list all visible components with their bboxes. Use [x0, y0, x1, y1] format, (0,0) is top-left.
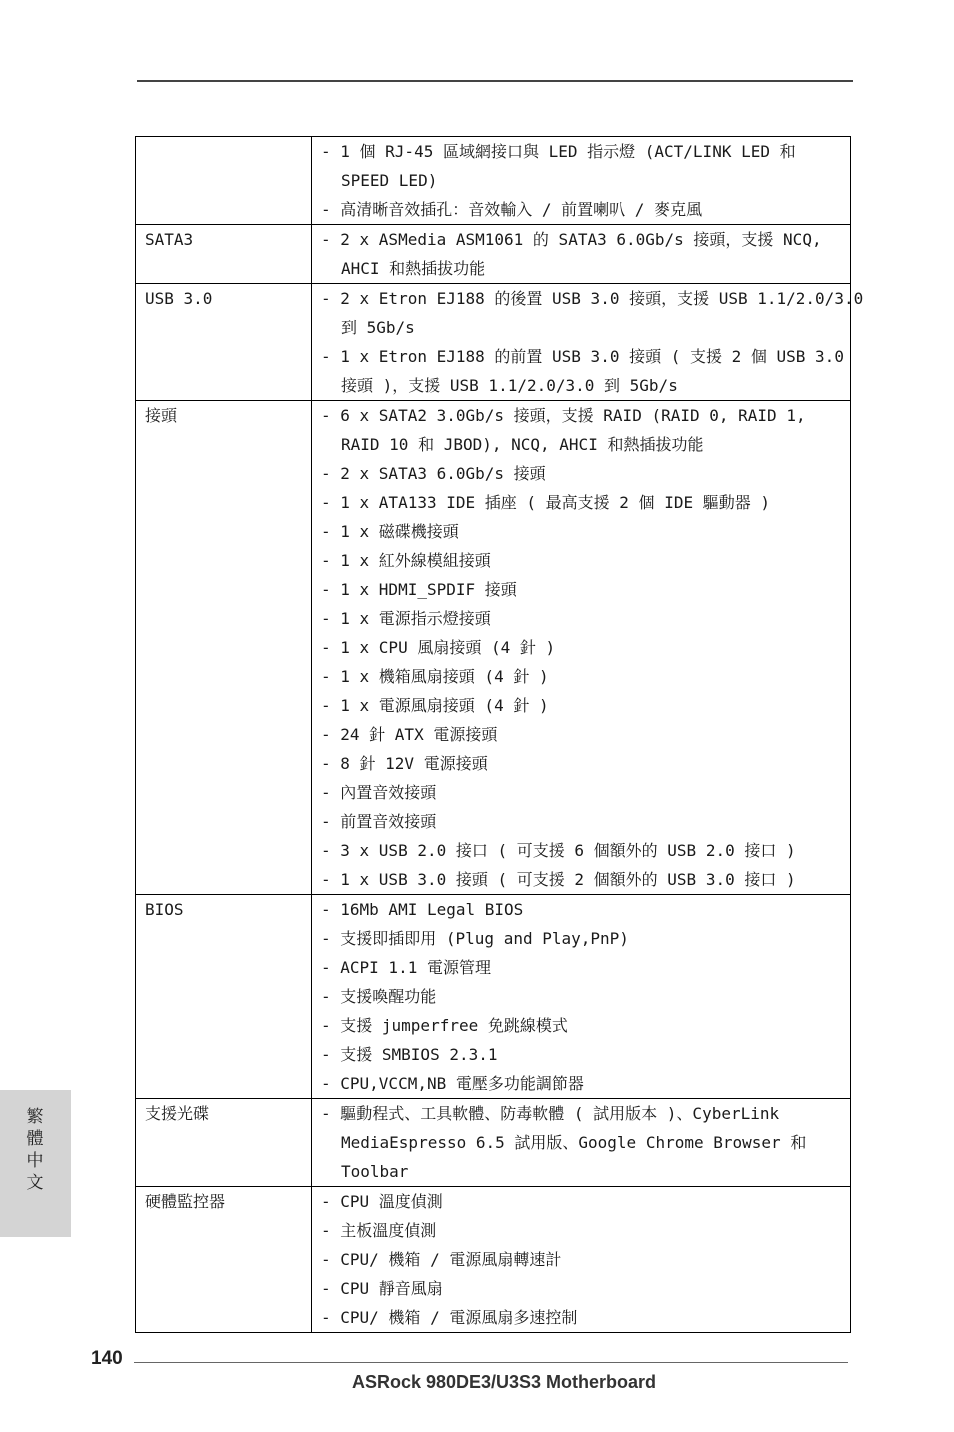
spec-line: - 前置音效接頭	[321, 812, 437, 831]
spec-line: - 1 x 電源風扇接頭 (4 針 )	[321, 696, 549, 715]
page-number: 140	[91, 1348, 123, 1369]
spec-label-cell	[136, 401, 312, 895]
spec-line: - 1 x CPU 風扇接頭 (4 針 )	[321, 638, 556, 657]
spec-row	[136, 284, 851, 401]
footer-title: ASRock 980DE3/U3S3 Motherboard	[351, 1372, 657, 1392]
spec-label-cell	[136, 284, 312, 401]
spec-line: - 2 x Etron EJ188 的後置 USB 3.0 接頭，支援 USB 1.1/2.0/3.0	[321, 289, 864, 308]
spec-line: RAID 10 和 JBOD), NCQ, AHCI 和熱插拔功能	[341, 435, 704, 454]
spec-line: - 1 x 電源指示燈接頭	[321, 609, 491, 628]
spec-line: - 1 x 磁碟機接頭	[321, 522, 459, 541]
spec-line: - 高清晰音效插孔：音效輸入 / 前置喇叭 / 麥克風	[321, 200, 703, 219]
spec-line: - CPU,VCCM,NB 電壓多功能調節器	[321, 1074, 584, 1093]
spec-label: SATA3	[145, 230, 194, 249]
spec-line: - 1 x 機箱風扇接頭 (4 針 )	[321, 667, 549, 686]
spec-row	[136, 401, 851, 895]
spec-label: 接頭	[145, 406, 178, 425]
language-side-tab	[0, 1090, 71, 1237]
spec-line: - 內置音效接頭	[321, 783, 437, 802]
spec-label-cell	[136, 1187, 312, 1333]
spec-label-cell	[136, 225, 312, 284]
spec-line: MediaEspresso 6.5 試用版、Google Chrome Browser 和	[341, 1133, 807, 1152]
spec-label: 硬體監控器	[145, 1192, 226, 1211]
spec-line: - 6 x SATA2 3.0Gb/s 接頭，支援 RAID (RAID 0, RAID 1,	[321, 406, 806, 425]
spec-line: - CPU 溫度偵測	[321, 1192, 443, 1211]
spec-content-cell	[312, 225, 851, 284]
spec-row	[136, 895, 851, 1099]
spec-row	[136, 137, 851, 225]
language-tab-label: 繁體中文	[26, 1107, 44, 1193]
spec-line: - 24 針 ATX 電源接頭	[321, 725, 498, 744]
spec-line: - 支援即插即用 (Plug and Play,PnP)	[321, 929, 629, 948]
spec-label-cell	[136, 1099, 312, 1187]
spec-content-cell	[312, 1099, 851, 1187]
spec-line: - 2 x SATA3 6.0Gb/s 接頭	[321, 464, 546, 483]
spec-label-cell	[136, 137, 312, 225]
spec-line: - 1 x ATA133 IDE 插座 ( 最高支援 2 個 IDE 驅動器 )	[321, 493, 770, 512]
spec-content-cell	[312, 137, 851, 225]
spec-label: BIOS	[145, 900, 184, 919]
spec-label: 支援光碟	[145, 1104, 210, 1123]
spec-content-cell	[312, 895, 851, 1099]
spec-line: - 支援喚醒功能	[321, 987, 437, 1006]
spec-line: - 主板溫度偵測	[321, 1221, 437, 1240]
spec-line: - 1 x USB 3.0 接頭 ( 可支援 2 個額外的 USB 3.0 接口 )	[321, 870, 796, 889]
spec-line: - CPU/ 機箱 / 電源風扇多速控制	[321, 1308, 578, 1327]
spec-label: USB 3.0	[145, 289, 213, 308]
spec-line: - CPU 靜音風扇	[321, 1279, 443, 1298]
spec-content-cell	[312, 284, 864, 401]
spec-line: - 驅動程式、工具軟體、防毒軟體 ( 試用版本 )、CyberLink	[321, 1104, 780, 1123]
spec-line: - 1 x 紅外線模組接頭	[321, 551, 491, 570]
spec-line: - CPU/ 機箱 / 電源風扇轉速計	[321, 1250, 562, 1269]
spec-content-cell	[312, 401, 851, 895]
spec-row	[136, 1099, 851, 1187]
spec-line: - 3 x USB 2.0 接口 ( 可支援 6 個額外的 USB 2.0 接口 )	[321, 841, 796, 860]
spec-line: - 支援 jumperfree 免跳線模式	[321, 1016, 568, 1035]
spec-row	[136, 1187, 851, 1333]
spec-line: - 2 x ASMedia ASM1061 的 SATA3 6.0Gb/s 接頭，支援 NCQ,	[321, 230, 822, 249]
spec-row	[136, 225, 851, 284]
footer-rule	[134, 1362, 848, 1363]
spec-line: AHCI 和熱插拔功能	[341, 259, 486, 278]
spec-line: SPEED LED)	[341, 171, 438, 190]
spec-table-body	[136, 137, 864, 1333]
spec-line: - 1 個 RJ-45 區域網接口與 LED 指示燈 (ACT/LINK LED 和	[321, 142, 796, 161]
spec-line: - ACPI 1.1 電源管理	[321, 958, 491, 977]
spec-line: - 1 x Etron EJ188 的前置 USB 3.0 接頭 ( 支援 2 個 USB 3.0	[321, 347, 844, 366]
spec-line: 接頭 )，支援 USB 1.1/2.0/3.0 到 5Gb/s	[341, 376, 678, 395]
spec-table	[135, 136, 864, 1333]
spec-line: - 16Mb AMI Legal BIOS	[321, 900, 524, 919]
spec-line: Toolbar	[341, 1162, 409, 1181]
spec-label-cell	[136, 895, 312, 1099]
spec-line: - 1 x HDMI_SPDIF 接頭	[321, 580, 517, 599]
spec-line: 到 5Gb/s	[341, 318, 415, 337]
spec-content-cell	[312, 1187, 851, 1333]
spec-line: - 支援 SMBIOS 2.3.1	[321, 1045, 498, 1064]
spec-line: - 8 針 12V 電源接頭	[321, 754, 488, 773]
header-rule	[137, 80, 853, 82]
